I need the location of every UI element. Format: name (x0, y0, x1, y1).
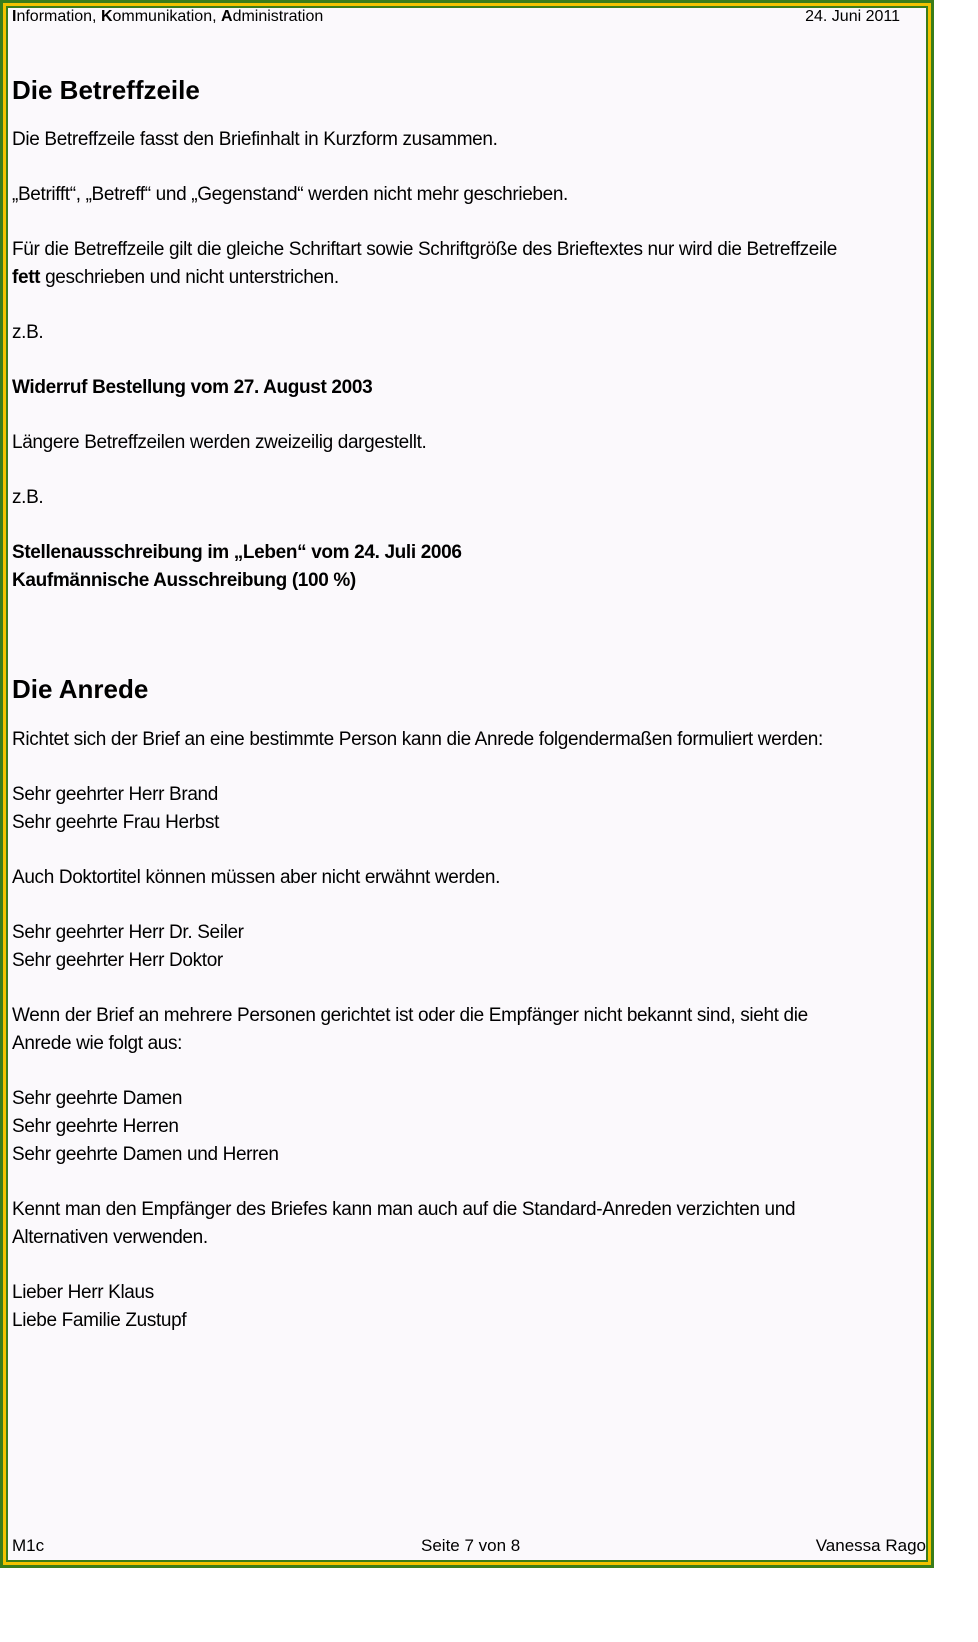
example-label: z.B. (12, 322, 44, 343)
header-date: 24. Juni 2011 (805, 8, 900, 25)
paragraph: Längere Betreffzeilen werden zweizeilig dargestellt. (12, 432, 427, 453)
example-salutation: Lieber Herr Klaus Liebe Familie Zustupf (12, 1282, 187, 1331)
paragraph: Für die Betreffzeile gilt die gleiche Schriftart sowie Schriftgröße des Brieftextes nur wird die Betreffzeile fett geschrieben und nicht unterstrichen. (12, 239, 837, 288)
document-body (12, 72, 920, 1335)
example-salutation: Sehr geehrte Damen Sehr geehrte Herren Sehr geehrte Damen und Herren (12, 1088, 279, 1165)
heading-anrede: Die Anrede (12, 674, 149, 704)
paragraph: Kennt man den Empfänger des Briefes kann man auch auf die Standard-Anreden verzichten und Alternativen verwenden. (12, 1199, 796, 1248)
page-footer (12, 1536, 926, 1558)
example-salutation: Sehr geehrter Herr Brand Sehr geehrte Frau Herbst (12, 784, 220, 833)
example-salutation: Sehr geehrter Herr Dr. Seiler Sehr geehrter Herr Doktor (12, 922, 244, 971)
paragraph: Richtet sich der Brief an eine bestimmte Person kann die Anrede folgendermaßen formuliert werden: (12, 729, 823, 750)
header-title: Information, Kommunikation, Administration (12, 8, 324, 25)
footer-page-number: Seite 7 von 8 (421, 1536, 521, 1555)
heading-betreffzeile: Die Betreffzeile (12, 75, 200, 105)
example-subject: Stellenausschreibung im „Leben“ vom 24. Juli 2006 Kaufmännische Ausschreibung (100 %) (12, 542, 462, 591)
paragraph: Die Betreffzeile fasst den Briefinhalt in Kurzform zusammen. (12, 129, 498, 150)
paragraph: „Betrifft“, „Betreff“ und „Gegenstand“ werden nicht mehr geschrieben. (12, 184, 568, 205)
example-label: z.B. (12, 487, 44, 508)
paragraph: Auch Doktortitel können müssen aber nicht erwähnt werden. (12, 867, 501, 888)
example-subject: Widerruf Bestellung vom 27. August 2003 (12, 377, 373, 398)
page-header (12, 8, 900, 26)
paragraph: Wenn der Brief an mehrere Personen gerichtet ist oder die Empfänger nicht bekannt sind, sieht die Anrede wie folgt aus: (12, 1005, 808, 1054)
footer-author: Vanessa Rago (815, 1536, 926, 1555)
footer-module: M1c (12, 1536, 45, 1555)
